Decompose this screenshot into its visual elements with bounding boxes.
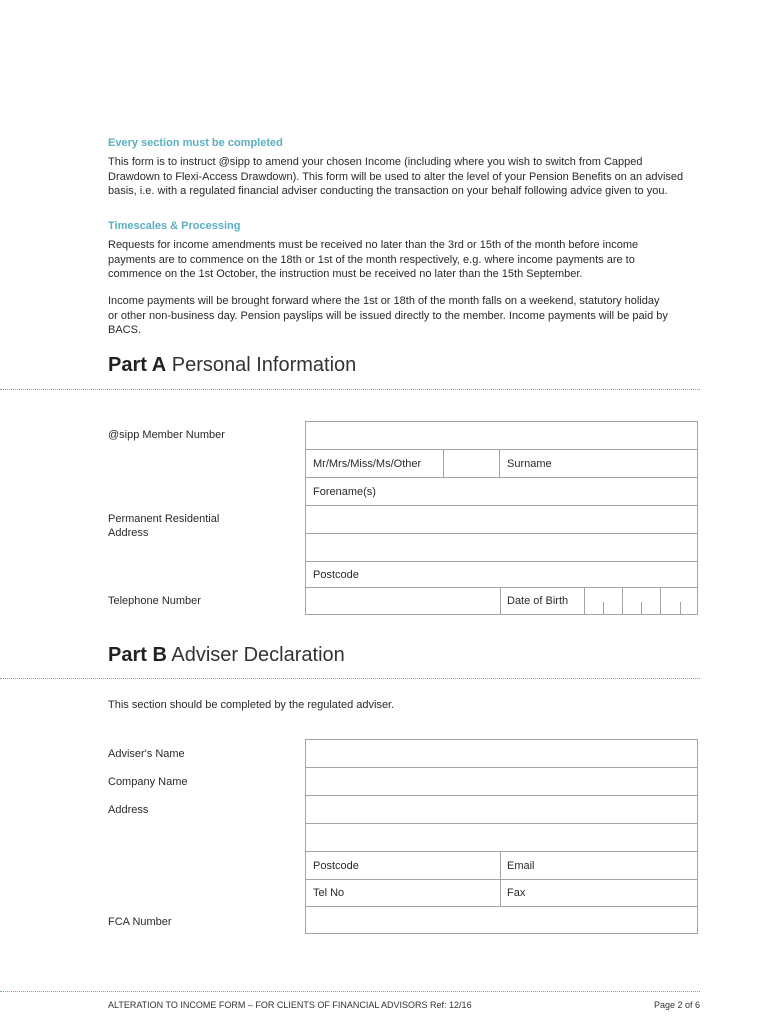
address-label-line: Address xyxy=(108,527,149,539)
footer-form-ref: ALTERATION TO INCOME FORM – FOR CLIENTS OF FINANCIAL ADVISORS Ref: 12/16 xyxy=(108,1000,472,1010)
address-line-2-input[interactable] xyxy=(305,533,698,562)
member-number-label: @sipp Member Number xyxy=(108,429,225,441)
intro-paragraph-3-line: or other non-business day. Pension payslips will be issued directly to the member. Income payments will be paid by xyxy=(108,309,668,322)
email-label: Email xyxy=(507,859,535,872)
fca-number-input[interactable] xyxy=(305,906,698,934)
adviser-postcode-label: Postcode xyxy=(313,859,359,872)
dob-tick xyxy=(603,602,604,614)
telephone-input[interactable] xyxy=(306,588,501,614)
forenames-label: Forename(s) xyxy=(313,485,376,498)
section-divider xyxy=(0,678,700,679)
adviser-address-label: Address xyxy=(108,804,149,816)
address-label xyxy=(108,512,219,540)
part-b-title-rest: Adviser Declaration xyxy=(171,644,345,666)
intro-paragraph-1-line: Drawdown to Flexi-Access Drawdown). This form will be used to alter the level of your Pension Benefits on an advised xyxy=(108,170,684,183)
part-a-title-bold: Part A xyxy=(108,354,167,376)
fax-label: Fax xyxy=(507,887,526,899)
intro-paragraph-3 xyxy=(108,294,698,338)
adviser-address-line-2-input[interactable] xyxy=(305,823,698,852)
dob-separator xyxy=(660,588,661,614)
cell-divider xyxy=(500,588,501,614)
postcode-label: Postcode xyxy=(313,568,359,581)
advisers-name-label: Adviser's Name xyxy=(108,748,185,760)
section-divider xyxy=(0,389,700,390)
name-row xyxy=(305,449,698,478)
part-b-title xyxy=(108,644,345,667)
address-label-line: Permanent Residential xyxy=(108,513,220,525)
advisers-name-input[interactable] xyxy=(305,739,698,768)
dob-label: Date of Birth xyxy=(507,595,569,607)
telephone-dob-row xyxy=(305,587,698,615)
footer-divider xyxy=(0,991,700,992)
section-heading-every-section: Every section must be completed xyxy=(108,137,283,149)
postcode-email-row xyxy=(305,851,698,880)
intro-paragraph-2-line: commence on the 1st October, the instruction must be received no later than the 15th September. xyxy=(108,268,583,280)
title-field-label: Mr/Mrs/Miss/Ms/Other xyxy=(313,457,422,470)
intro-paragraph-2-line: payments are to commence on the 18th or 1st of the month respectively, e.g. where income payments are to xyxy=(108,253,635,266)
company-name-label: Company Name xyxy=(108,776,188,788)
intro-paragraph-2 xyxy=(108,238,698,282)
adviser-address-line-1-input[interactable] xyxy=(305,795,698,824)
forenames-input[interactable] xyxy=(305,477,698,506)
dob-input[interactable] xyxy=(585,588,698,614)
telephone-label: Telephone Number xyxy=(108,595,201,607)
part-b-title-bold: Part B xyxy=(108,644,167,666)
intro-paragraph-1 xyxy=(108,155,698,199)
intro-paragraph-3-line: BACS. xyxy=(108,324,142,336)
address-line-1-input[interactable] xyxy=(305,505,698,534)
intro-paragraph-2-line: Requests for income amendments must be received no later than the 3rd or 15th of the month before income xyxy=(108,239,639,251)
intro-paragraph-1-line: This form is to instruct @sipp to amend your chosen Income (including where you wish to switch from Capped xyxy=(108,156,643,168)
member-number-input[interactable] xyxy=(305,421,698,450)
dob-tick xyxy=(680,602,681,614)
fca-number-label: FCA Number xyxy=(108,916,172,928)
tel-label: Tel No xyxy=(313,887,345,899)
company-name-input[interactable] xyxy=(305,767,698,796)
dob-separator xyxy=(622,588,623,614)
intro-paragraph-1-line: basis, i.e. with a regulated financial adviser conducting the transaction on your behalf following advice given to you. xyxy=(108,185,668,197)
part-a-title xyxy=(108,354,356,377)
surname-label: Surname xyxy=(507,457,552,470)
dob-tick xyxy=(641,602,642,614)
section-heading-timescales: Timescales & Processing xyxy=(108,220,241,232)
part-a-title-rest: Personal Information xyxy=(171,354,357,376)
part-b-intro: This section should be completed by the regulated adviser. xyxy=(108,699,395,711)
intro-paragraph-3-line: Income payments will be brought forward where the 1st or 18th of the month falls on a weekend, statutory holiday xyxy=(108,295,660,307)
tel-fax-row xyxy=(305,879,698,907)
postcode-input[interactable] xyxy=(305,561,698,588)
fax-input[interactable] xyxy=(501,880,698,906)
footer-page-number: Page 2 of 6 xyxy=(653,1000,700,1010)
title-input[interactable] xyxy=(443,450,500,477)
